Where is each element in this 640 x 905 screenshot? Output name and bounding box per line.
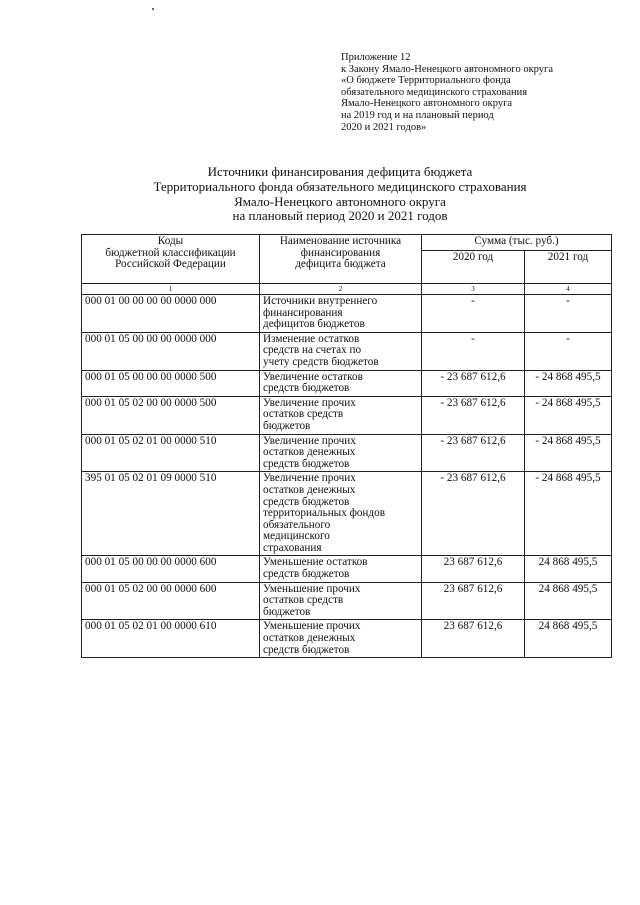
source-name-line: территориальных фондов (263, 507, 385, 520)
appendix-note (341, 52, 553, 133)
budget-code: 000 01 05 02 00 00 0000 500 (82, 396, 260, 434)
title-line: Источники финансирования дефицита бюджета (207, 164, 473, 179)
column-number: 3 (422, 284, 525, 295)
scan-speck (152, 8, 154, 10)
title-line: Ямало-Ненецкого автономного округа (234, 193, 446, 209)
amount-2021: 24 868 495,5 (525, 556, 612, 582)
source-name-line: средств бюджетов (263, 643, 350, 656)
appendix-line: Приложение 12 (341, 52, 411, 63)
header-codes (82, 235, 260, 284)
source-name (260, 370, 422, 396)
source-name (260, 582, 422, 620)
table-body (82, 295, 612, 658)
amount-2021: - 24 868 495,5 (525, 434, 612, 472)
source-name-line: остатков денежных (263, 632, 356, 645)
amount-2020: 23 687 612,6 (422, 582, 525, 620)
source-name-line: средств бюджетов (263, 568, 350, 581)
source-name-line: Источники внутреннего (263, 295, 378, 307)
appendix-line: «О бюджете Территориального фонда (341, 75, 511, 87)
amount-2020: 23 687 612,6 (422, 556, 525, 582)
source-name-line: средств бюджетов (263, 457, 350, 470)
source-name-line: Уменьшение прочих (263, 620, 361, 633)
source-name-line: Увеличение прочих (263, 396, 356, 409)
table-row (82, 434, 612, 472)
source-name (260, 332, 422, 370)
source-name-line: дефицитов бюджетов (263, 318, 365, 331)
source-name (260, 472, 422, 556)
amount-2020: 23 687 612,6 (422, 620, 525, 658)
table-row (82, 582, 612, 620)
title-line: на плановый период 2020 и 2021 годов (232, 208, 448, 224)
source-name (260, 396, 422, 434)
budget-code: 395 01 05 02 01 09 0000 510 (82, 472, 260, 556)
financing-sources-table (81, 234, 612, 658)
header-codes-line: Российской Федерации (115, 258, 226, 271)
header-year-2020: 2020 год (422, 251, 525, 284)
amount-2021: 24 868 495,5 (525, 620, 612, 658)
amount-2020: - (422, 295, 525, 333)
source-name-line: Изменение остатков (263, 332, 360, 345)
source-name-line: Увеличение остатков (263, 370, 363, 383)
column-number: 4 (525, 284, 612, 295)
source-name-line: бюджетов (263, 605, 311, 618)
appendix-line: Ямало-Ненецкого автономного округа (341, 98, 513, 110)
header-name (260, 235, 422, 284)
document-title (40, 165, 640, 224)
source-name (260, 434, 422, 472)
amount-2020: - 23 687 612,6 (422, 434, 525, 472)
source-name-line: средств бюджетов (263, 382, 350, 395)
source-name-line: Увеличение прочих (263, 434, 356, 447)
table-row (82, 295, 612, 333)
appendix-line: к Закону Ямало-Ненецкого автономного округа (341, 63, 553, 75)
amount-2021: - 24 868 495,5 (525, 472, 612, 556)
header-name-line: финансирования (300, 246, 381, 259)
source-name-line: средств бюджетов (263, 495, 350, 508)
budget-code: 000 01 05 00 00 00 0000 500 (82, 370, 260, 396)
source-name (260, 295, 422, 333)
budget-code: 000 01 05 00 00 00 0000 600 (82, 556, 260, 582)
amount-2020: - 23 687 612,6 (422, 396, 525, 434)
source-name-line: учету средств бюджетов (263, 355, 379, 368)
appendix-line: обязательного медицинского страхования (341, 86, 528, 98)
table-row (82, 556, 612, 582)
source-name-line: средств на счетах по (263, 344, 362, 357)
source-name-line: Увеличение прочих (263, 472, 356, 485)
source-name-line: обязательного (263, 518, 331, 531)
table-row (82, 332, 612, 370)
source-name (260, 556, 422, 582)
column-number: 2 (260, 284, 422, 295)
source-name-line: остатков средств (263, 408, 344, 421)
header-name-line: дефицита бюджета (295, 258, 386, 271)
header-sum: Сумма (тыс. руб.) (422, 235, 612, 251)
source-name-line: остатков средств (263, 594, 344, 607)
title-line: Территориального фонда обязательного медицинского страхования (153, 178, 527, 194)
budget-code: 000 01 00 00 00 00 0000 000 (82, 295, 260, 333)
table-header-row (82, 235, 612, 251)
table-row (82, 396, 612, 434)
source-name-line: медицинского (263, 530, 330, 543)
amount-2021: - 24 868 495,5 (525, 396, 612, 434)
header-codes-line: бюджетной классификации (105, 246, 236, 259)
amount-2021: - 24 868 495,5 (525, 370, 612, 396)
budget-code: 000 01 05 02 00 00 0000 600 (82, 582, 260, 620)
amount-2020: - 23 687 612,6 (422, 472, 525, 556)
amount-2021: - (525, 295, 612, 333)
header-name-line: Наименование источника (279, 235, 402, 247)
source-name-line: бюджетов (263, 419, 311, 432)
source-name-line: Уменьшение прочих (263, 582, 361, 595)
source-name-line: остатков денежных (263, 483, 356, 496)
table-row (82, 620, 612, 658)
budget-code: 000 01 05 02 01 00 0000 610 (82, 620, 260, 658)
source-name-line: страхования (263, 541, 322, 554)
budget-code: 000 01 05 02 01 00 0000 510 (82, 434, 260, 472)
header-codes-line: Коды (157, 235, 184, 247)
source-name (260, 620, 422, 658)
table-row (82, 472, 612, 556)
budget-code: 000 01 05 00 00 00 0000 000 (82, 332, 260, 370)
column-number: 1 (82, 284, 260, 295)
column-number-row (82, 284, 612, 295)
source-name-line: финансирования (263, 306, 343, 319)
amount-2021: - (525, 332, 612, 370)
amount-2020: - (422, 332, 525, 370)
header-year-2021: 2021 год (525, 251, 612, 284)
appendix-line: на 2019 год и на плановый период (341, 109, 494, 121)
source-name-line: Уменьшение остатков (263, 556, 368, 569)
amount-2020: - 23 687 612,6 (422, 370, 525, 396)
appendix-line: 2020 и 2021 годов» (341, 121, 427, 133)
source-name-line: остатков денежных (263, 446, 356, 459)
table-row (82, 370, 612, 396)
amount-2021: 24 868 495,5 (525, 582, 612, 620)
